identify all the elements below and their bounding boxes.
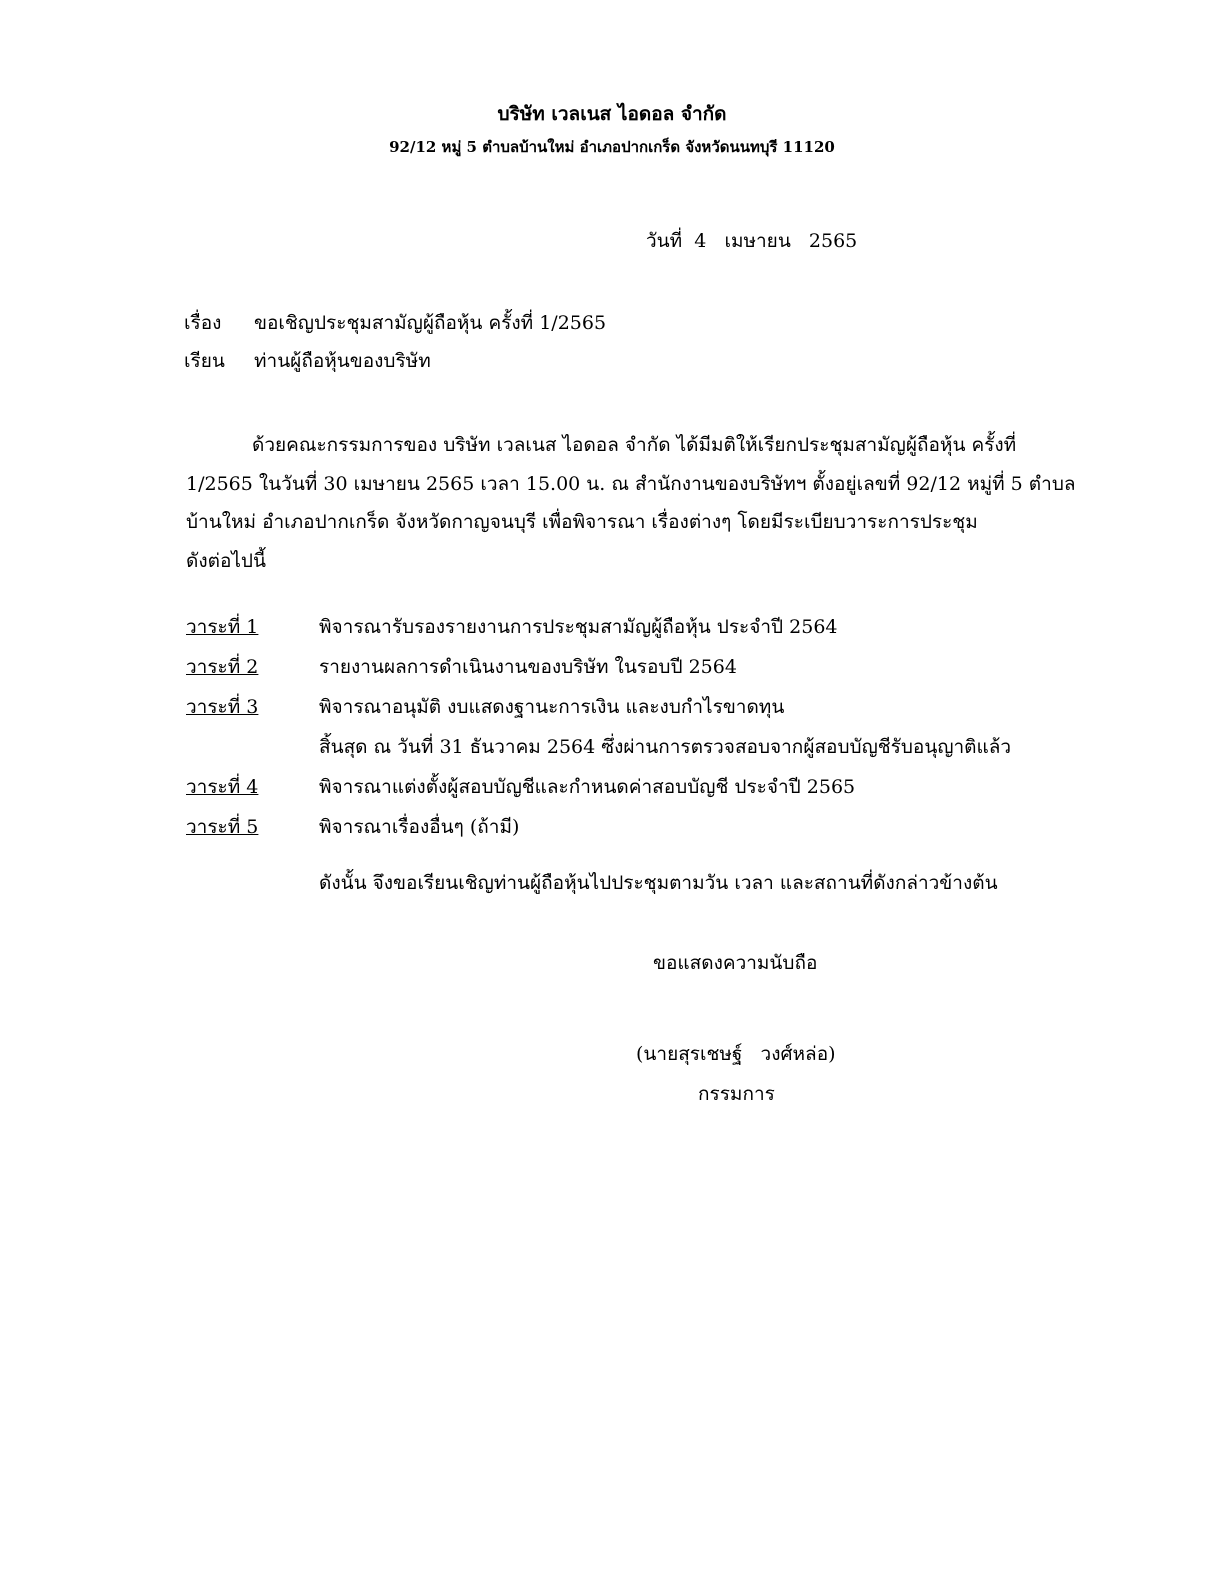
agenda-text: พิจารณาอนุมัติ งบแสดงฐานะการเงิน และงบกำไรขาดทุน (319, 696, 785, 718)
agenda-number: วาระที่ 3 (186, 696, 259, 718)
agenda-text: สิ้นสุด ณ วันที่ 31 ธันวาคม 2564 ซึ่งผ่านการตรวจสอบจากผู้สอบบัญชีรับอนุญาติแล้ว (319, 736, 1012, 758)
agenda-text: พิจารณาเรื่องอื่นๆ (ถ้ามี) (319, 816, 520, 838)
signer-name: (นายสุรเชษฐ์ วงศ์หล่อ) (636, 1043, 836, 1065)
recipient-row (184, 346, 431, 376)
company-address: 92/12 หมู่ 5 ตำบลบ้านใหม่ อำเภอปากเกร็ด จังหวัดนนทบุรี 11120 (389, 138, 835, 156)
company-name: บริษัท เวลเนส ไอดอล จำกัด (497, 103, 727, 125)
closing-sentence: ดังนั้น จึงขอเรียนเชิญท่านผู้ถือหุ้นไปประชุมตามวัน เวลา และสถานที่ดังกล่าวข้างต้น (319, 872, 998, 894)
body-line: บ้านใหม่ อำเภอปากเกร็ด จังหวัดกาญจนบุรี เพื่อพิจารณา เรื่องต่างๆ โดยมีระเบียบวาระการประชุม (186, 511, 978, 533)
body-line: 1/2565 ในวันที่ 30 เมษายน 2565 เวลา 15.00 น. ณ สำนักงานของบริษัทฯ ตั้งอยู่เลขที่ 92/12 หมู่ที่ 5 ตำบล (186, 472, 1076, 495)
body-line: ด้วยคณะกรรมการของ บริษัท เวลเนส ไอดอล จำกัด ได้มีมติให้เรียกประชุมสามัญผู้ถือหุ้น ครั้งที่ (252, 434, 1017, 456)
agenda-text: รายงานผลการดำเนินงานของบริษัท ในรอบปี 2564 (319, 656, 737, 678)
agenda-text: พิจารณารับรองรายงานการประชุมสามัญผู้ถือหุ้น ประจำปี 2564 (319, 616, 838, 638)
regards: ขอแสดงความนับถือ (653, 952, 818, 974)
agenda-number: วาระที่ 1 (186, 616, 259, 638)
signer-title: กรรมการ (698, 1083, 775, 1105)
subject-row (184, 308, 606, 338)
agenda-number: วาระที่ 5 (186, 816, 259, 838)
recipient-text: ท่านผู้ถือหุ้นของบริษัท (254, 350, 431, 372)
agenda-number: วาระที่ 4 (186, 776, 259, 798)
recipient-label: เรียน (184, 350, 225, 372)
subject-text: ขอเชิญประชุมสามัญผู้ถือหุ้น ครั้งที่ 1/2565 (254, 312, 607, 334)
body-line: ดังต่อไปนี้ (186, 549, 266, 572)
agenda-number: วาระที่ 2 (186, 656, 259, 678)
body-paragraph (186, 426, 1076, 580)
letter-date: วันที่ 4 เมษายน 2565 (646, 230, 858, 252)
letterhead (0, 100, 1224, 160)
subject-label: เรื่อง (184, 312, 222, 334)
agenda-text: พิจารณาแต่งตั้งผู้สอบบัญชีและกำหนดค่าสอบบัญชี ประจำปี 2565 (319, 776, 856, 798)
